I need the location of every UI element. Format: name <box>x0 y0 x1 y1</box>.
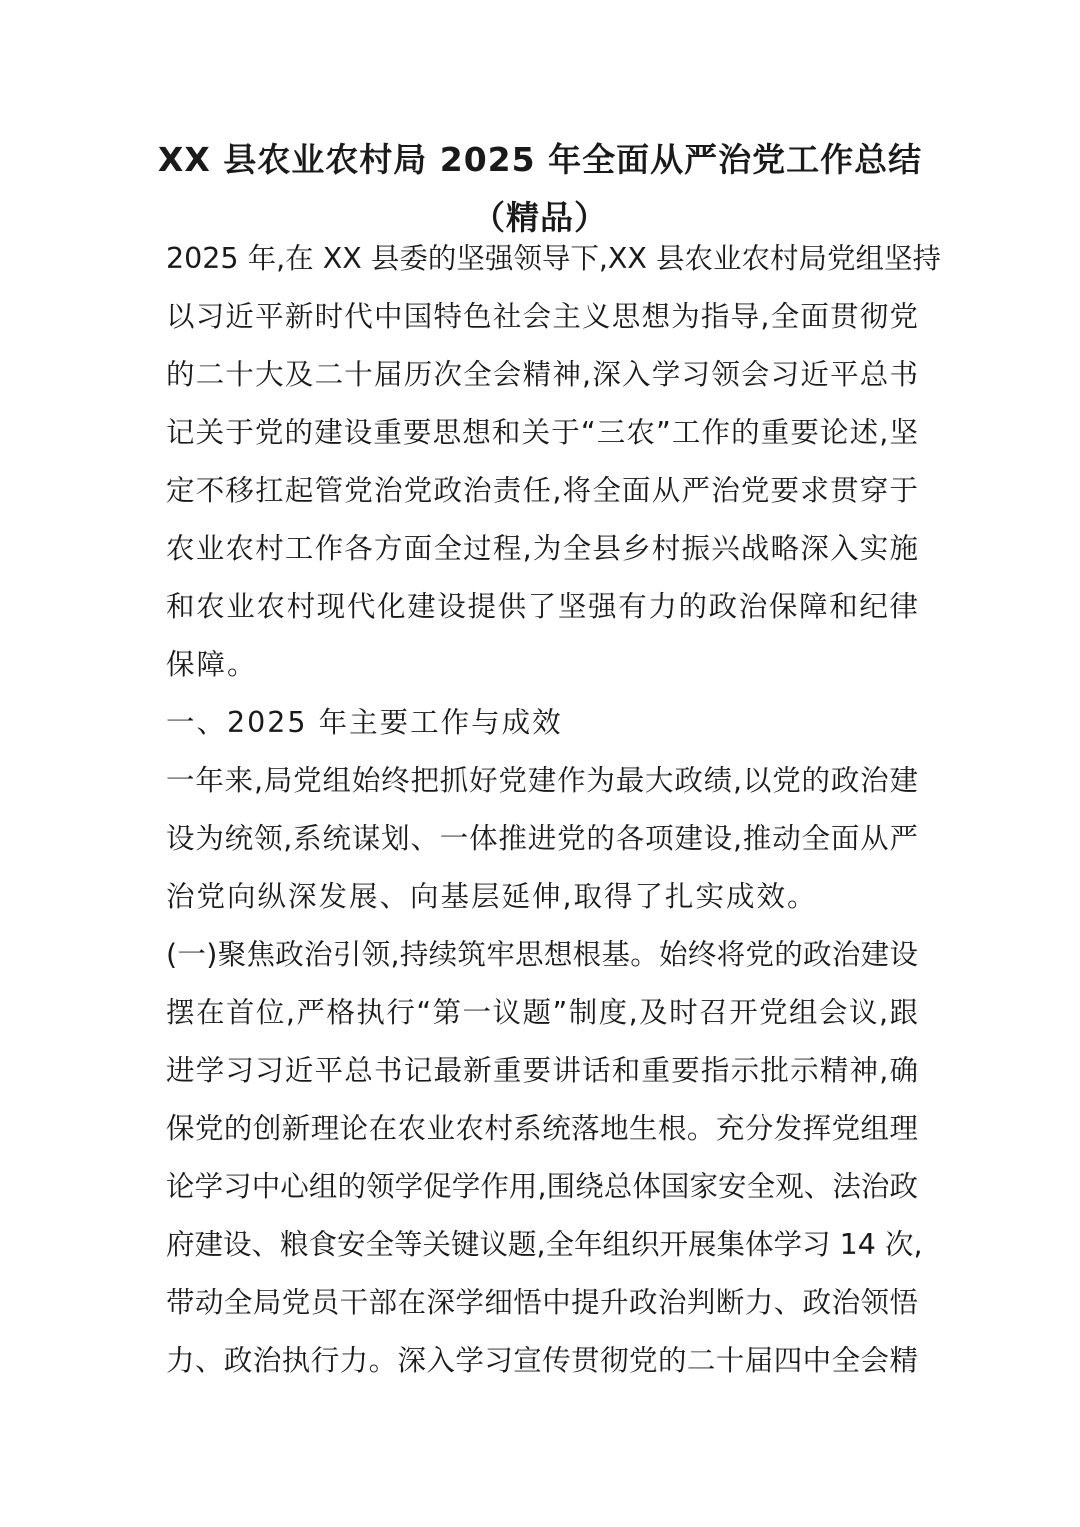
body-line: 保党的创新理论在农业农村系统落地生根。充分发挥党组理 <box>166 1112 918 1145</box>
body-line: 论学习中心组的领学促学作用,围绕总体国家安全观、法治政 <box>166 1170 918 1203</box>
body-line: 和农业农村现代化建设提供了坚强有力的政治保障和纪律 <box>166 590 918 623</box>
body-line: 府建设、粮食安全等关键议题,全年组织开展集体学习 14 次, <box>166 1228 923 1261</box>
body-line: 一年来,局党组始终把抓好党建作为最大政绩,以党的政治建 <box>166 764 918 797</box>
body-line: 定不移扛起管党治党政治责任,将全面从严治党要求贯穿于 <box>166 474 918 507</box>
body-line: 治党向纵深发展、向基层延伸,取得了扎实成效。 <box>166 880 818 913</box>
document-subtitle: （精品） <box>472 198 608 237</box>
body-line: 保障。 <box>166 648 258 681</box>
body-line: 力、政治执行力。深入学习宣传贯彻党的二十届四中全会精 <box>166 1344 918 1377</box>
body-line: 2025 年,在 XX 县委的坚强领导下,XX 县农业农村局党组坚持 <box>166 242 941 275</box>
body-line: 的二十大及二十届历次全会精神,深入学习领会习近平总书 <box>166 358 918 391</box>
section-heading: 一、2025 年主要工作与成效 <box>166 706 563 739</box>
document-title: XX 县农业农村局 2025 年全面从严治党工作总结 <box>157 140 923 179</box>
body-line: 以习近平新时代中国特色社会主义思想为指导,全面贯彻党 <box>166 300 918 333</box>
body-line: 记关于党的建设重要思想和关于“三农”工作的重要论述,坚 <box>166 416 918 449</box>
body-line: 摆在首位,严格执行“第一议题”制度,及时召开党组会议,跟 <box>166 996 918 1029</box>
body-line: 设为统领,系统谋划、一体推进党的各项建设,推动全面从严 <box>166 822 918 855</box>
body-line: 进学习习近平总书记最新重要讲话和重要指示批示精神,确 <box>166 1054 918 1087</box>
body-line: 农业农村工作各方面全过程,为全县乡村振兴战略深入实施 <box>166 532 918 565</box>
body-line: 带动全局党员干部在深学细悟中提升政治判断力、政治领悟 <box>166 1286 918 1319</box>
body-line: (一)聚焦政治引领,持续筑牢思想根基。始终将党的政治建设 <box>166 938 918 971</box>
